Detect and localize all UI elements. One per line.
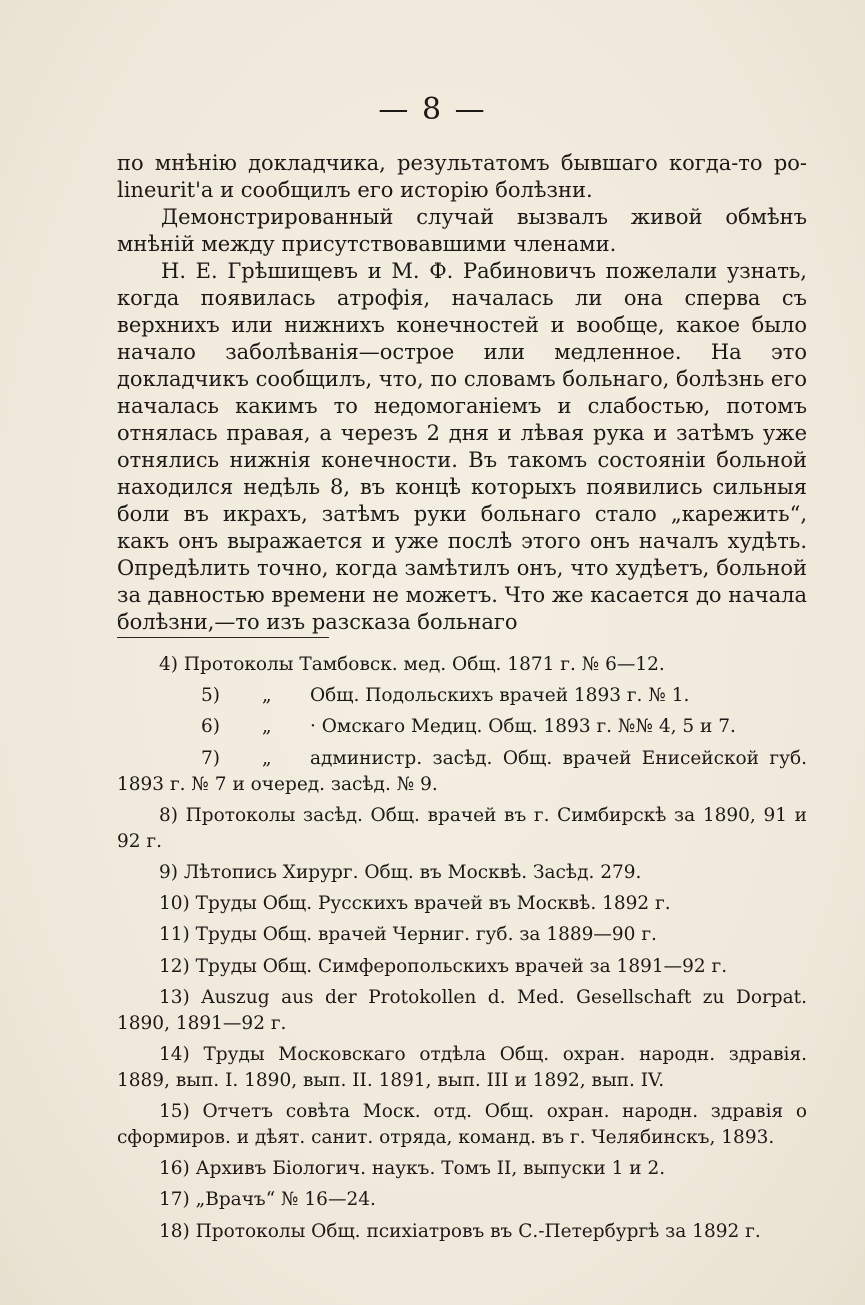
paragraph-2: Демонстрированный случай вызвалъ живой обмѣнъ мнѣній между присутствовавшими членами. bbox=[117, 205, 807, 256]
page-number: — 8 — bbox=[378, 92, 487, 127]
footnote-number: 5) bbox=[201, 685, 220, 707]
footnote-18: 18) Протоколы Общ. психіатровъ въ С.-Петербургѣ за 1892 г. bbox=[159, 1220, 761, 1242]
footnote-15: 15) Отчетъ совѣта Моск. отд. Общ. охран. народн. здравія о сформиров. и дѣят. санит. отряда, команд. въ г. Челябинскъ, 1893. bbox=[117, 1101, 807, 1149]
footnote-number: 7) bbox=[201, 747, 220, 769]
footnote-8: 8) Протоколы засѣд. Общ. врачей въ г. Симбирскѣ за 1890, 91 и 92 г. bbox=[117, 804, 807, 852]
paragraph-3: Н. Е. Грѣшищевъ и М. Ф. Рабиновичъ пожелали узнать, когда появилась атрофія, началась ли она сперва съ верхнихъ или нижнихъ конечностей и вообще, какое было начало заболѣванія—острое или медленное. На это докладчикъ сообщилъ, что, по словамъ больнаго, болѣзнь его началась какимъ то недомоганіемъ и слабостью, потомъ отнялась правая, а черезъ 2 дня и лѣвая рука и затѣмъ уже отнялись нижнія конечности. Въ такомъ состояніи больной находился недѣль 8, въ концѣ которыхъ появились сильныя боли въ икрахъ, затѣмъ руки больнаго стало „карежить“, какъ онъ выражается и уже послѣ этого онъ началъ худѣть. Опредѣлить точно, когда замѣтилъ онъ, что худѣетъ, больной за давностью времени не можетъ. Что же касается до начала болѣзни,—то изъ разсказа больнаго bbox=[117, 259, 807, 634]
footnote-6 bbox=[117, 714, 807, 740]
footnote-separator bbox=[117, 637, 329, 638]
footnote-text: Общ. Подольскихъ врачей 1893 г. № 1. bbox=[310, 685, 690, 707]
footnote-5 bbox=[117, 683, 807, 709]
footnote-16: 16) Архивъ Біологич. наукъ. Томъ II, выпуски 1 и 2. bbox=[159, 1158, 666, 1180]
footnote-7 bbox=[117, 746, 807, 798]
ditto-mark: „ bbox=[262, 685, 272, 707]
ditto-mark: „ bbox=[262, 716, 272, 738]
paragraph-1: по мнѣнію докладчика, результатомъ бывшаго когда-то po-lineurit'а и сообщилъ его исторію болѣзни. bbox=[117, 151, 807, 202]
footnote-10: 10) Труды Общ. Русскихъ врачей въ Москвѣ. 1892 г. bbox=[159, 893, 671, 915]
footnote-13: 13) Auszug aus der Protokollen d. Med. Gesellschaft zu Dorpat. 1890, 1891—92 г. bbox=[117, 986, 807, 1034]
footnotes bbox=[117, 652, 807, 1250]
footnote-number: 6) bbox=[201, 716, 220, 738]
body-text bbox=[117, 150, 807, 636]
footnote-11: 11) Труды Общ. врачей Черниг. губ. за 1889—90 г. bbox=[159, 924, 657, 946]
footnote-12: 12) Труды Общ. Симферопольскихъ врачей за 1891—92 г. bbox=[159, 955, 728, 977]
footnote-9: 9) Лѣтопись Хирург. Общ. въ Москвѣ. Засѣд. 279. bbox=[159, 861, 642, 883]
footnote-text: администр. засѣд. Общ. врачей Енисейской губ. 1893 г. № 7 и очеред. засѣд. № 9. bbox=[117, 747, 807, 795]
footnote-text: · Омскаго Медиц. Общ. 1893 г. №№ 4, 5 и 7. bbox=[310, 716, 736, 738]
footnote-4: 4) Протоколы Тамбовск. мед. Общ. 1871 г. № 6—12. bbox=[159, 654, 665, 675]
ditto-mark: „ bbox=[262, 747, 272, 769]
footnote-17: 17) „Врачъ“ № 16—24. bbox=[159, 1189, 376, 1211]
footnote-14: 14) Труды Московскаго отдѣла Общ. охран. народн. здравія. 1889, вып. I. 1890, вып. II. 1891, вып. III и 1892, вып. IV. bbox=[117, 1043, 807, 1091]
